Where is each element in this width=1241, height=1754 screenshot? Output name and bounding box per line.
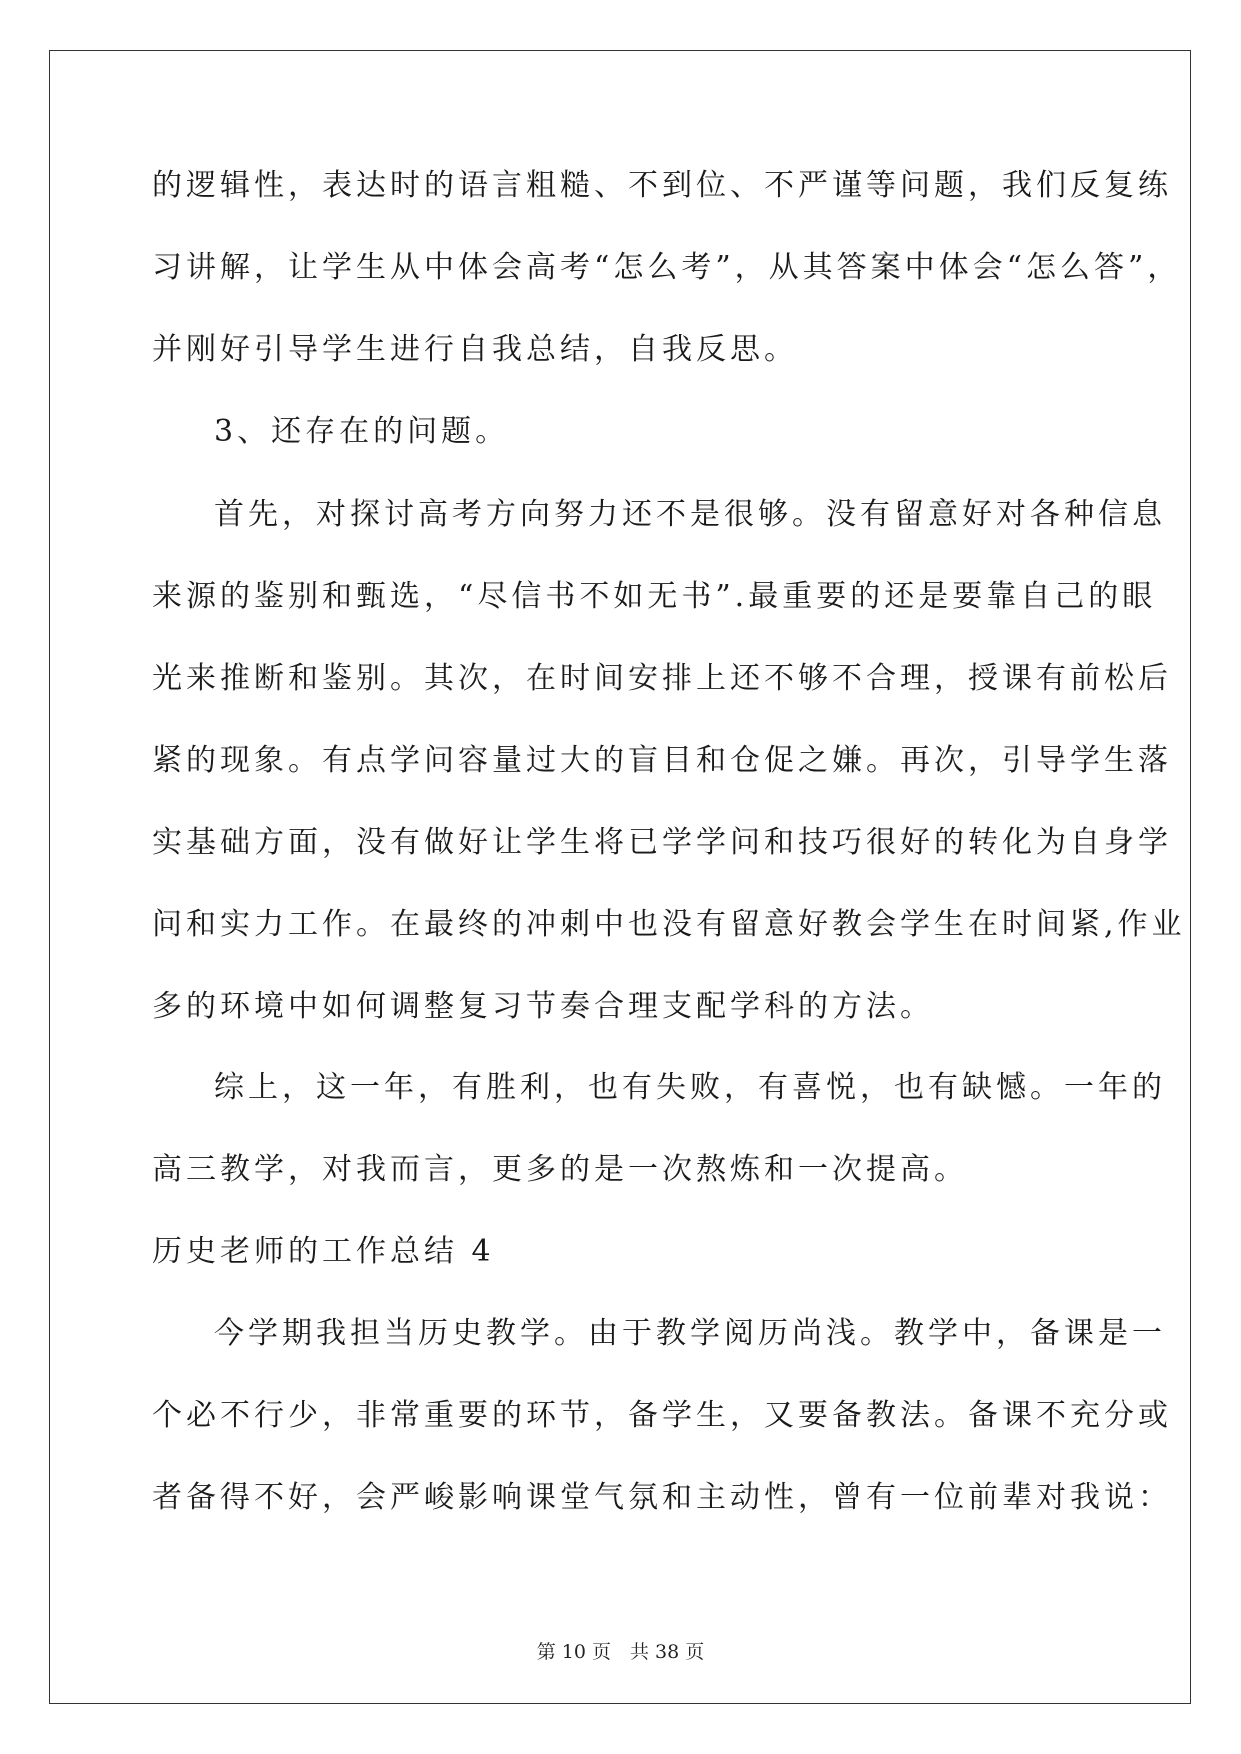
body-line: 高三教学，对我而言，更多的是一次熬炼和一次提高。 [152, 1152, 968, 1187]
article-title: 历史老师的工作总结 4 [152, 1234, 495, 1269]
body-line: 多的环境中如何调整复习节奏合理支配学科的方法。 [152, 989, 934, 1024]
body-line: 并刚好引导学生进行自我总结，自我反思。 [152, 332, 798, 367]
body-line: 个必不行少，非常重要的环节，备学生，又要备教法。备课不充分或 [152, 1398, 1172, 1433]
body-line: 的逻辑性，表达时的语言粗糙、不到位、不严谨等问题，我们反复练 [152, 168, 1172, 203]
body-line: 今学期我担当历史教学。由于教学阅历尚浅。教学中，备课是一 [214, 1316, 1166, 1351]
page-border [49, 50, 1191, 1704]
body-line: 实基础方面，没有做好让学生将已学学问和技巧很好的转化为自身学 [152, 825, 1172, 860]
body-line: 问和实力工作。在最终的冲刺中也没有留意好教会学生在时间紧,作业 [152, 907, 1186, 942]
body-line: 者备得不好，会严峻影响课堂气氛和主动性，曾有一位前辈对我说： [152, 1480, 1172, 1515]
section-heading: 3、还存在的问题。 [214, 414, 510, 449]
body-line: 来源的鉴别和甄选，“尽信书不如无书”.最重要的还是要靠自己的眼 [152, 579, 1157, 614]
body-line: 综上，这一年，有胜利，也有失败，有喜悦，也有缺憾。一年的 [214, 1070, 1166, 1105]
body-line: 光来推断和鉴别。其次，在时间安排上还不够不合理，授课有前松后 [152, 661, 1172, 696]
page-number-footer: 第 10 页 共 38 页 [536, 1641, 705, 1663]
body-line: 首先，对探讨高考方向努力还不是很够。没有留意好对各种信息 [214, 497, 1166, 532]
body-line: 习讲解，让学生从中体会高考“怎么考”，从其答案中体会“怎么答”， [152, 250, 1182, 285]
body-line: 紧的现象。有点学问容量过大的盲目和仓促之嫌。再次，引导学生落 [152, 743, 1172, 778]
